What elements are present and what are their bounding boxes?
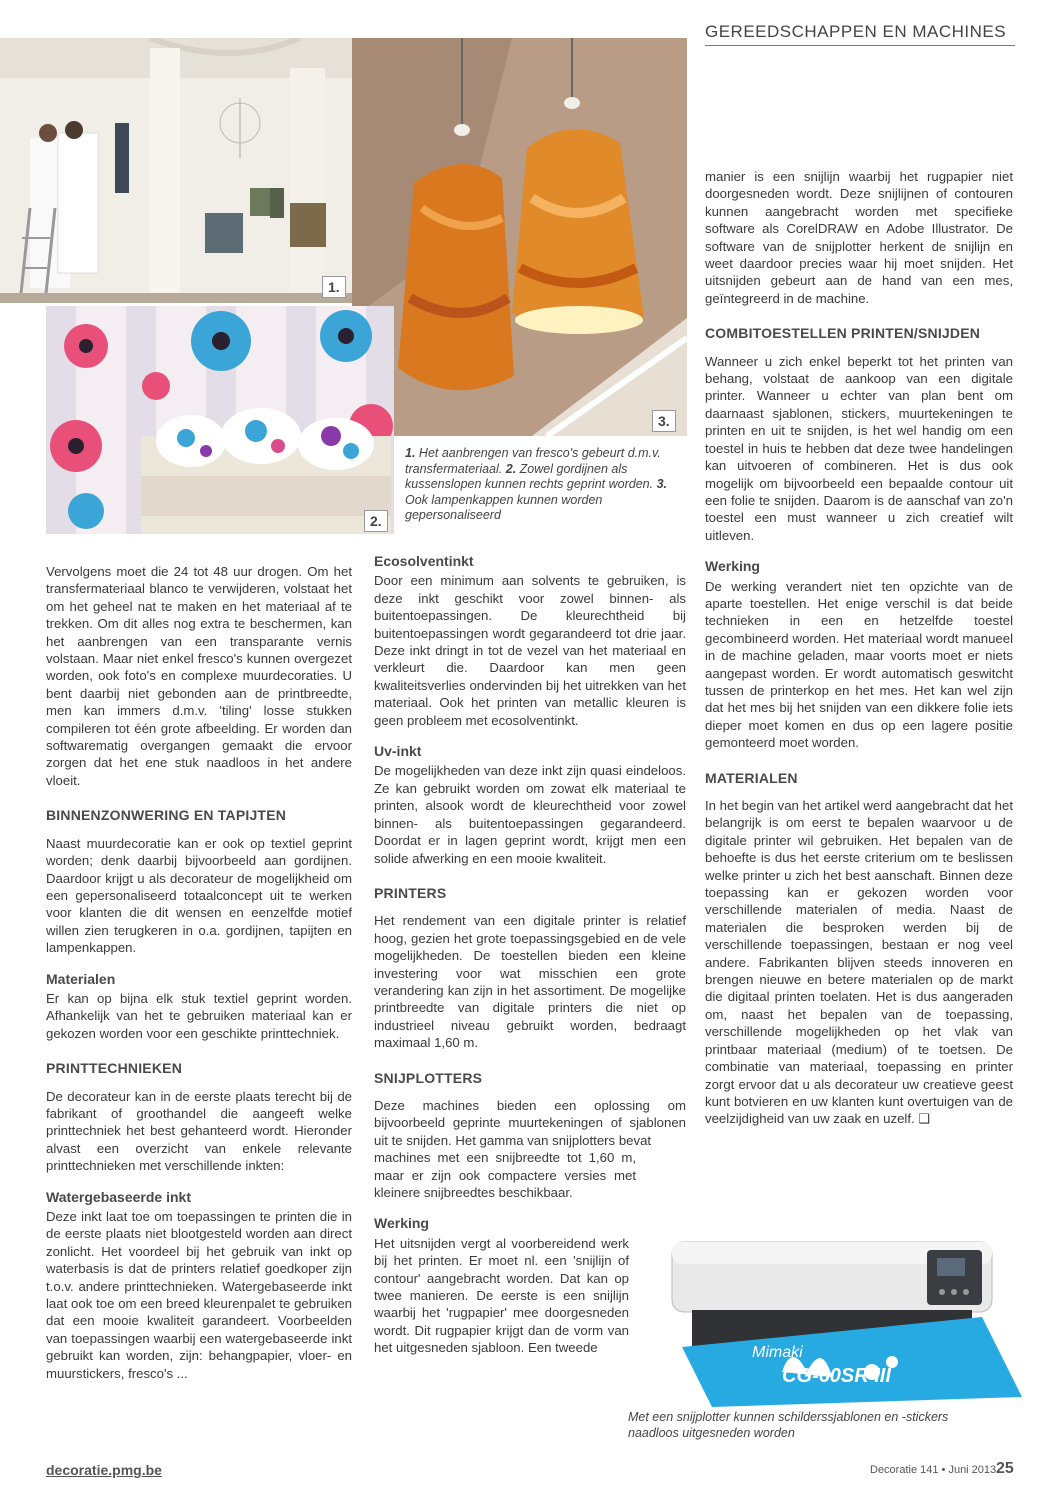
column-left (46, 563, 352, 1396)
paragraph-part: machines met een snijbreedte tot 1,60 m, maar er zijn ook compactere versies met kleinere snijbreedtes beschikbaar. (374, 1150, 636, 1200)
plotter-brand: Mimaki (752, 1344, 803, 1361)
heading-printers: PRINTERS (374, 884, 447, 901)
photo-curtains (46, 306, 394, 534)
paragraph: Er kan op bijna elk stuk textiel geprint worden. Afhankelijk van het te gebruiken materiaal kan er gekozen worden voor een geschikte printtechniek. (46, 990, 352, 1041)
plotter-model: CG-60SR III (782, 1365, 891, 1387)
paragraph: In het begin van het artikel werd aangebracht dat het belangrijk is om eerst te bepalen waarvoor u de digitale printer wil gebruiken. Het bepalen van de behoefte is dus het eerste criterium om te beslissen welke printer u zich het best aanschaft. Binnen deze toepassing kan er gekozen worden voor verschillende materialen of media. Naast de materialen die besproken werden bij de verschillende toepassingen, bestaan er nog veel andere. Fabrikanten blijven steeds innoveren en brengen nieuwe en betere materialen op de markt die digitaal printen toelaten. Het is dus aangeraden om, naast het bepalen van de toepassing, verschillende mogelijkheden op het vlak van printbaar materiaal (medium) of te toetsen. De combinatie van materiaal, toepassing en printer zorgt ervoor dat u als decorateur uw creatieve geest kunt botvieren en uw klanten kunt overtuigen van de veelzijdigheid van uw zaak en uzelf. ❑ (705, 798, 1013, 1127)
plotter-caption: Met een snijplotter kunnen schilderssjablonen en -stickers naadloos uitgesneden worden (628, 1410, 949, 1440)
subheading-werking: Werking (374, 1215, 429, 1232)
subheading-watergebaseerde-inkt: Watergebaseerde inkt (46, 1188, 191, 1205)
section-header: GEREEDSCHAPPEN EN MACHINES (705, 22, 1015, 46)
heading-printtechnieken: PRINTTECHNIEKEN (46, 1060, 183, 1077)
paragraph: Vervolgens moet die 24 tot 48 uur drogen. Om het transfermateriaal blanco te verwijderen, volstaat het om het geheel nat te maken en het materiaal af te trekken. Om dit alles nog extra te beschermen, kan het aanbrengen van een transparante vernis volstaan. Maar niet enkel fresco's kunnen overgezet worden, ook foto's en complexe muurdecoraties. U bent daarbij niet gebonden aan de printbreedte, men kan immers d.m.v. 'tiling' losse stukken compileren tot één grote afbeelding. Er worden dan softwarematig overgangen gemaakt die ervoor zorgen dat het ene stuk naadloos in het andere vloeit. (46, 564, 352, 788)
paragraph: De mogelijkheden van deze inkt zijn quasi eindeloos. Ze kan gebruikt worden om zowat elk materiaal te printen, alsook wordt de kleurechtheid voor zowel binnen- als buitentoepassingen gegarandeerd. Doordat er in lagen geprint wordt, krijgt men een solide afwerking en een mooie kwaliteit. (374, 763, 686, 866)
paragraph: manier is een snijlijn waarbij het rugpapier niet doorgesneden wordt. Deze snijlijnen of contouren kunnen aangebracht worden met specifieke software als CorelDRAW en Adobe Illustrator. De software van de snijplotter herkent de snijlijn en weet daardoor precies waar hij moet snijden. Het uitsnijden gebeurt aan de hand van een mes, geïntegreerd in de machine. (705, 169, 1013, 306)
subheading-materialen: Materialen (46, 970, 116, 987)
page-number: 25 (996, 1460, 1014, 1477)
caption-text-2: Zowel gordijnen als kussenslopen kunnen rechts geprint worden. (405, 461, 654, 491)
paragraph: Wanneer u zich enkel beperkt tot het printen van behang, volstaat de aankoop van een digitale printer. Wanneer u echter van plan bent om daarnaast sjablonen, stickers, muurtekeningen te printen en uit te snijden, is het wel handig om een toestel in huis te hebben dat deze twee handelingen kan uitvoeren of combineren. Het is dus ook mogelijk om bijvoorbeeld een bepaalde contour uit een folie te snijden. Daarom is de aanschaf van zo'n toestel een must wanneer u zich creatief wilt uitleven. (705, 353, 1013, 543)
heading-binnenzonwering: BINNENZONWERING EN TAPIJTEN (46, 807, 287, 824)
paragraph: De werking verandert niet ten opzichte van de aparte toestellen. Het enige verschil is dat beide technieken in een en hetzelfde toestel gecombineerd worden. Het materiaal wordt manueel in de machine geladen, maar voorts moet er niets aangepast worden. Er wordt automatisch geswitcht tussen de printerkop en het mes. Het kan wel zijn dat het mes bij het snijden van een dikkere folie iets dieper moet komen en dus op een lagere positie gemonteerd moet worden. (705, 578, 1013, 751)
paragraph: Deze inkt laat toe om toepassingen te printen die in de eerste plaats niet blootgesteld worden aan direct zonlicht. Het voordeel bij het gebruik van inkt op waterbasis is dat de printers relatief goedkoper zijn t.o.v. andere printtechnieken. Watergebaseerde inkt laat ook toe om een breed kleurenpalet te gebruiken dat een mooie kwaliteit garandeert. Voorbeelden van toepassingen waarbij een watergebaseerde inkt gebruikt kan worden, zijn: behangpapier, vloer- en muurstickers, fresco's ... (46, 1209, 352, 1381)
column-right (705, 168, 1013, 1142)
paragraph (374, 1149, 636, 1201)
caption-num-2: 2. (505, 461, 517, 476)
subheading-ecosolventinkt: Ecosolventinkt (374, 553, 474, 569)
caption-num-3: 3. (656, 477, 667, 491)
paragraph (374, 1097, 686, 1149)
paragraph: Naast muurdecoratie kan er ook op textiel geprint worden; denk daarbij bijvoorbeeld aan gordijnen. Daardoor krijgt u als decorateur de mogelijkheid om een gepersonaliseerd totaalconcept uit te werken voor klanten die dit wensen en eenzelfde motief willen zien terugkeren in o.a. gordijnen, tapijten en lampenkappen. (46, 835, 352, 956)
fresco-illustration (0, 38, 352, 303)
photo-caption (405, 446, 690, 524)
paragraph: De decorateur kan in de eerste plaats terecht bij de fabrikant of groothandel die aangeeft welke printtechniek het best gehanteerd wordt. Hieronder alvast een overzicht van enkele relevante printtechnieken met verschillende inkten: (46, 1088, 352, 1174)
heading-materialen: MATERIALEN (705, 769, 798, 786)
caption-num-1: 1. (405, 446, 416, 460)
photo-plotter (632, 1222, 1027, 1407)
footer-issue: Decoratie 141 • Juni 2013 (870, 1464, 997, 1476)
paragraph: Het rendement van een digitale printer is relatief hoog, gezien het grote toepassingsgebied en de vele mogelijkheden. De toestellen bieden een kleine investering voor wat misschien een grote verandering kan zijn in het assortiment. De mogelijke printbreedte van digitale printers die niet op industrieel niveau gebruikt worden, bedraagt maximaal 1,60 m. (374, 913, 686, 1051)
heading-snijplotters: SNIJPLOTTERS (374, 1069, 483, 1086)
photo-1-badge: 1. (322, 276, 346, 298)
paragraph-part: Deze machines bieden een oplossing om bijvoorbeeld geprinte muurtekeningen of sjablonen uit te snijden. Het gamma van snijplotters bevat (374, 1097, 686, 1148)
paragraph: Door een minimum aan solvents te gebruiken, is deze inkt geschikt voor zowel binnen- als buitentoepassingen. De kleurechtheid bij buitentoepassingen wordt gegarandeerd tot drie jaar. Deze inkt dringt in tot de vezel van het materiaal en verkleurt die. Daardoor kan men geen kwaliteitsverlies ondervinden bij het uitrekken van het materiaal. Ook het printen van metallic kleuren is geen probleem met ecosolventinkt. (374, 573, 686, 728)
curtains-illustration (46, 306, 394, 534)
photo-fresco (0, 38, 352, 303)
footer-site-link[interactable]: decoratie.pmg.be (46, 1462, 162, 1478)
heading-combitoestellen: COMBITOESTELLEN PRINTEN/SNIJDEN (705, 325, 981, 342)
caption-text-3: Ook lampenkappen kunnen worden gepersonaliseerd (405, 492, 603, 522)
paragraph: Het uitsnijden vergt al voorbereidend werk bij het printen. Er moet nl. een 'snijlijn of contour' aangebracht worden. Dat kan op twee manieren. De eerste is een snijlijn waarbij het 'rugpapier' mee doorgesneden wordt. Dit rugpapier krijgt dan de vorm van het uitgesneden sjabloon. Een tweede (374, 1235, 629, 1356)
subheading-werking: Werking (705, 558, 760, 575)
plotter-illustration (632, 1222, 1027, 1407)
subheading-uv-inkt: Uv-inkt (374, 743, 422, 760)
photo-2-badge: 2. (364, 510, 388, 532)
photo-lamps (352, 38, 687, 436)
caption-text-1: Het aanbrengen van fresco's gebeurt d.m.v. transfermateriaal. (405, 446, 661, 476)
photo-3-badge: 3. (652, 410, 676, 432)
lamps-illustration (352, 38, 687, 436)
